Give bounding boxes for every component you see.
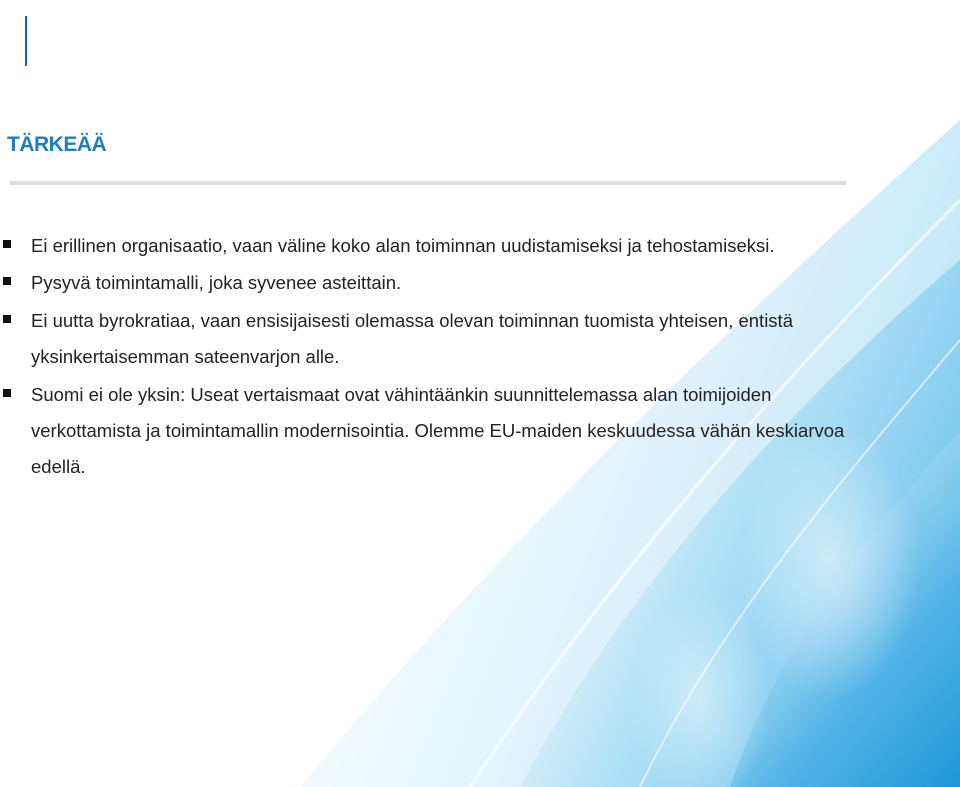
bullet-item (0, 377, 880, 485)
slide-title: TÄRKEÄÄ (7, 133, 107, 156)
title-divider (10, 181, 846, 185)
square-bullet-icon (3, 389, 11, 397)
bullet-text: Ei erillinen organisaatio, vaan väline koko alan toiminnan uudistamiseksi ja tehostamiseksi. (31, 235, 775, 256)
square-bullet-icon (3, 315, 11, 323)
bullet-list (0, 228, 880, 485)
bullet-item (0, 265, 880, 301)
bullet-text: Suomi ei ole yksin: Useat vertaismaat ovat vähintäänkin suunnittelemassa alan toimijoiden verkottamista ja toimintamallin modernisointia. Olemme EU-maiden keskuudessa vähän keskiarvoa edellä. (31, 384, 845, 477)
bullet-item (0, 303, 880, 375)
square-bullet-icon (3, 240, 11, 248)
bullet-text: Pysyvä toimintamalli, joka syvenee asteittain. (31, 272, 402, 293)
square-bullet-icon (3, 277, 11, 285)
bullet-text: Ei uutta byrokratiaa, vaan ensisijaisesti olemassa olevan toiminnan tuomista yhteisen, entistä yksinkertaisemman sateenvarjon alle. (31, 310, 793, 367)
accent-bar (25, 16, 27, 66)
bullet-item (0, 228, 880, 264)
